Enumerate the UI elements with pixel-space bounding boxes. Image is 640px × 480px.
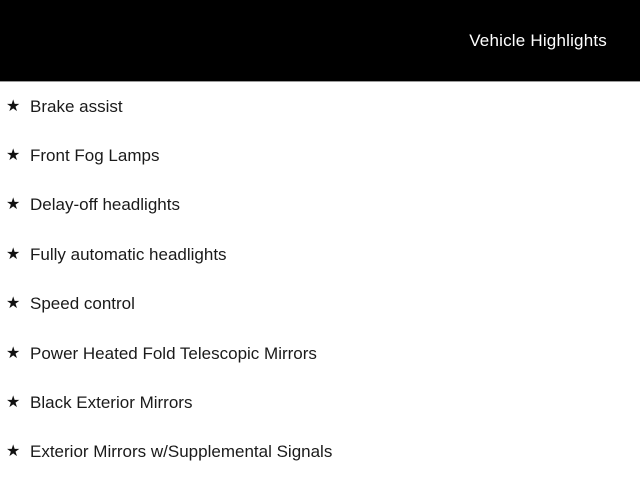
page-title: Vehicle Highlights — [469, 30, 607, 50]
header-bar — [0, 0, 640, 82]
list-item — [0, 181, 640, 230]
list-item — [0, 230, 640, 279]
feature-label: Fully automatic headlights — [30, 244, 227, 264]
star-icon: ★ — [6, 245, 21, 263]
feature-label: Black Exterior Mirrors — [30, 393, 193, 413]
feature-label: Brake assist — [30, 96, 123, 116]
list-item — [0, 131, 640, 180]
feature-label: Power Heated Fold Telescopic Mirrors — [30, 343, 317, 363]
star-icon: ★ — [6, 196, 21, 214]
feature-label: Delay-off headlights — [30, 195, 180, 215]
star-icon: ★ — [6, 295, 21, 313]
feature-label: Front Fog Lamps — [30, 146, 160, 166]
star-icon: ★ — [6, 394, 21, 412]
list-item — [0, 280, 640, 329]
star-icon: ★ — [6, 443, 21, 461]
vehicle-highlights-list — [0, 82, 640, 477]
star-icon: ★ — [6, 147, 21, 165]
star-icon: ★ — [6, 344, 21, 362]
list-item — [0, 378, 640, 427]
feature-label: Speed control — [30, 294, 135, 314]
feature-label: Exterior Mirrors w/Supplemental Signals — [30, 442, 333, 462]
list-item — [0, 82, 640, 131]
list-item — [0, 329, 640, 378]
list-item — [0, 428, 640, 477]
star-icon: ★ — [6, 97, 21, 115]
